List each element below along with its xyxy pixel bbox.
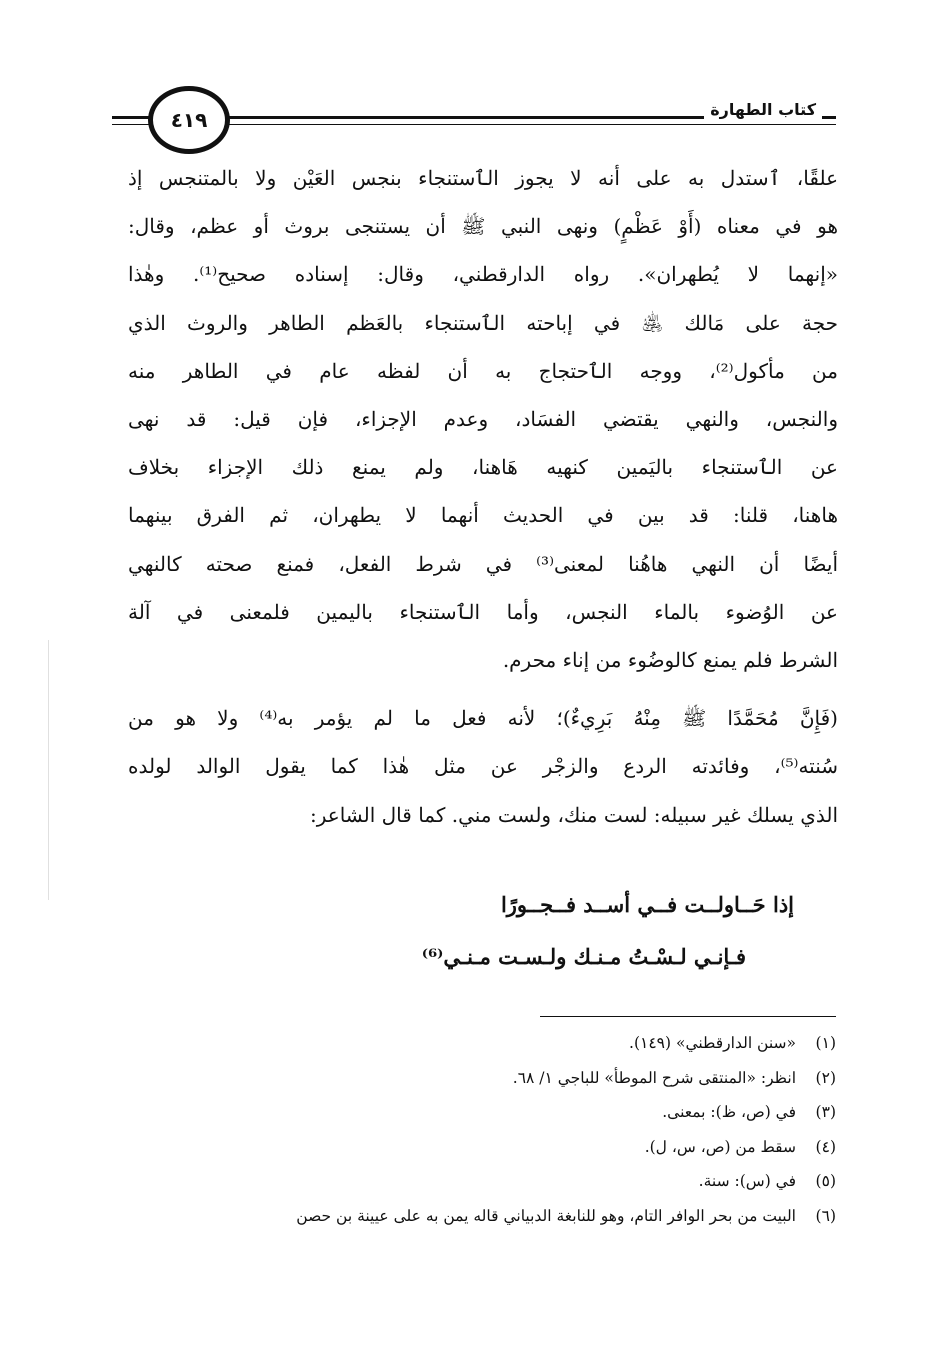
footnote-number: (٥) (815, 1172, 836, 1191)
page-number: ٤١٩ (170, 108, 208, 132)
footnote-text: «سنن الدارقطني» (١٤٩). (629, 1034, 796, 1053)
footnote (106, 1130, 836, 1165)
footnote (106, 1095, 836, 1130)
body-line: هو في معناه (أَوْ عَظْمٍ) ونهى النبي ﷺ أن يستنجى بروث أو عظم، وقال: (128, 214, 838, 239)
footnote-number: (٤) (815, 1137, 836, 1156)
body-line: سُنته⁽⁵⁾، وفائدته الردع والزجْر عن مثل هٰذا كما يقول الوالد لولده (128, 754, 838, 779)
body-line: عن الٱستنجاء باليَمين كنهيه هَاهنا، ولم يمنع ذلك الإجزاء بخلاف (128, 455, 838, 480)
footnote-number: (٦) (815, 1206, 836, 1225)
footnote-number: (١) (815, 1034, 836, 1053)
body-line: «إنهما لا يُطهران». رواه الدارقطني، وقال: إسناده صحيح⁽¹⁾. وهٰذا (128, 262, 838, 287)
poem-hemistich-2: فـإنـي لـسْـتُ مـنـك ولـسـت مـنـي⁽⁶⁾ (421, 944, 746, 969)
body-line: عن الوُضوء بالماء النجس، وأما الٱستنجاء باليمين فلمعنى في آلة (128, 599, 838, 624)
body-line: الشرط فلم يمنع كالوضُوء من إناء محرم. (502, 648, 838, 673)
footnote-number: (٢) (815, 1068, 836, 1087)
footnote (106, 1061, 836, 1096)
body-text (128, 154, 838, 839)
footnote-text: البيت من بحر الوافر التام، وهو للنابغة الدبياني قاله يمن به على عيينة بن حصن (296, 1206, 796, 1225)
header-rule-right-thin (226, 124, 836, 125)
footnote-number: (٣) (815, 1103, 836, 1122)
body-line: هاهنا، قلنا: قد بين في الحديث أنهما لا يطهران، ثم الفرق بينهما (128, 503, 838, 528)
body-line: والنجس، والنهي يقتضي الفسَاد، وعدم الإجزاء، فإن قيل: قد نهى (128, 407, 838, 432)
footnote (106, 1026, 836, 1061)
paragraph-gap (128, 684, 838, 694)
page-number-badge (148, 86, 230, 154)
footnote-text: في (س): سنة. (698, 1172, 796, 1191)
body-line: من مأكول⁽²⁾، ووجه الٱحتجاج به أن لفظه عام في الطاهر منه (128, 358, 838, 383)
footnote-separator (540, 1016, 836, 1017)
running-header-title: كتاب الطهارة (704, 100, 822, 119)
footnote-text: انظر: «المنتقى شرح الموطأ» للباجي ١/ ٦٨. (512, 1068, 796, 1087)
body-line: الذي يسلك غير سبيله: لست منك، ولست مني. كما قال الشاعر: (310, 802, 838, 827)
footnote (106, 1199, 836, 1234)
scan-margin-mark (48, 640, 49, 900)
footnote (106, 1164, 836, 1199)
header-rule-left-thick (112, 116, 152, 119)
body-line: أيضًا أن النهي هاهُنا لمعنى⁽³⁾ في شرط الفعل، فمنع صحته كالنهي (128, 551, 838, 576)
footnotes (106, 1026, 836, 1233)
footnote-text: في (ص، ظ): بمعنى. (662, 1103, 796, 1122)
footnote-text: سقط من (ص، س، ل). (644, 1137, 796, 1156)
body-line: علقًا، ٱستدل به على أنه لا يجوز الٱستنجاء بنجس العَيْن ولا بالمتنجس إذ (128, 166, 838, 190)
body-line: (فَإِنَّ مُحَمَّدًا ﷺ مِنْهُ بَرِيءٌ)؛ لأنه فعل ما لم يؤمر به⁽⁴⁾ ولا هو من (128, 706, 838, 731)
body-line: حجة على مَالك ﵁ في إباحته الٱستنجاء بالعَظم الطاهر والروث الذي (128, 310, 838, 335)
header-rule-left-thin (112, 124, 152, 125)
poem-hemistich-1: إذا حَــاولــت فــي أســد فــجــورًا (500, 892, 794, 917)
